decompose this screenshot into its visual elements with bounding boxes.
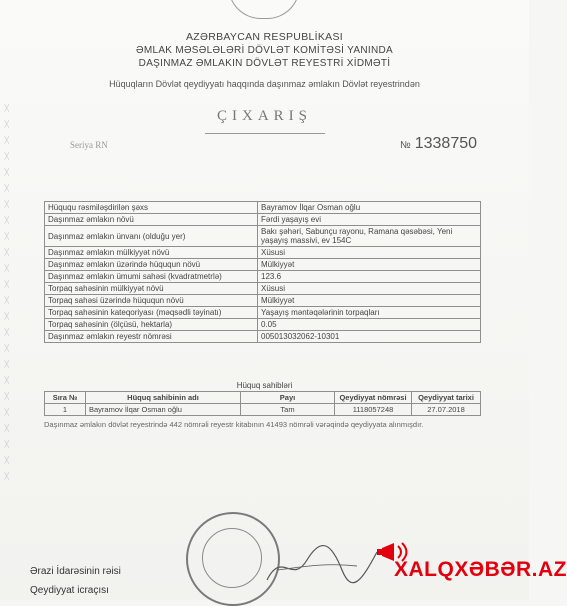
state-emblem-icon [228, 0, 300, 19]
field-value: Bayramov İlqar Osman oğlu [258, 202, 481, 214]
field-value: Mülkiyyət [258, 295, 481, 307]
column-header: Sıra № [45, 392, 86, 404]
field-value: Bakı şəhəri, Sabunçu rayonu, Ramana qəsəbəsi, Yeni yaşayış massivi, ev 154C [258, 226, 481, 247]
owners-table [44, 391, 481, 416]
number-value: 1338750 [414, 135, 478, 152]
field-value: 0.05 [258, 319, 481, 331]
table-row [45, 319, 481, 331]
table-row [45, 283, 481, 295]
field-value: Mülkiyyət [258, 259, 481, 271]
field-label: Daşınmaz əmlakın reyestr nömrəsi [45, 331, 258, 343]
seria-label: Seriya RN [70, 140, 108, 150]
logo-text: XALQXƏBƏR.AZ [394, 558, 567, 581]
column-header: Qeydiyyat tarixi [412, 392, 481, 404]
field-label: Daşınmaz əmlakın növü [45, 214, 258, 226]
column-header: Payı [241, 392, 335, 404]
document-number [400, 135, 477, 153]
table-row [45, 259, 481, 271]
title-ornament [205, 127, 325, 134]
field-label: Daşınmaz əmlakın ümumi sahəsi (kvadratmetrlə) [45, 271, 258, 283]
registration-number: 1118057248 [335, 404, 412, 416]
table-row [45, 295, 481, 307]
field-label: Torpaq sahəsinin kateqoriyası (məqsədli təyinatı) [45, 307, 258, 319]
owners-header-row [45, 392, 481, 404]
field-label: Torpaq sahəsi üzərində hüququn növü [45, 295, 258, 307]
field-value: Xüsusi [258, 247, 481, 259]
field-value: Fərdi yaşayış evi [258, 214, 481, 226]
field-label: Torpaq sahəsinin (ölçüsü, hektarla) [45, 319, 258, 331]
footer-registrar-title: Qeydiyyat icraçısı [30, 585, 109, 596]
table-row [45, 307, 481, 319]
number-prefix: № [400, 140, 411, 151]
registration-note: Daşınmaz əmlakın dövlət reyestrində 442 nömrəli reyestr kitabının 41493 nömrəli vərəqində qeydiyyata alınmışdır. [44, 420, 424, 429]
header-committee: ƏMLAK MƏSƏLƏLƏRİ DÖVLƏT KOMİTƏSİ YANINDA [136, 45, 393, 56]
field-label: Daşınmaz əmlakın mülkiyyət növü [45, 247, 258, 259]
table-row [45, 331, 481, 343]
header-subtitle: Hüquqların Dövlət qeydiyyatı haqqında daşınmaz əmlakın Dövlət reyestrindən [109, 79, 420, 89]
owner-share: Tam [241, 404, 335, 416]
margin-ornament: ᚷ ᚷ ᚷ ᚷ ᚷ ᚷ ᚷ ᚷ ᚷ ᚷ ᚷ ᚷ ᚷ ᚷ ᚷ ᚷ ᚷ ᚷ ᚷ ᚷ ᚷ ᚷ ᚷ ᚷ [4, 103, 10, 481]
table-row [45, 247, 481, 259]
owner-index: 1 [45, 404, 86, 416]
field-label: Torpaq sahəsinin mülkiyyət növü [45, 283, 258, 295]
property-details-table [44, 201, 481, 343]
column-header: Qeydiyyat nömrəsi [335, 392, 412, 404]
seal-emblem-icon [202, 528, 262, 588]
footer-head-title: Ərazi İdarəsinin rəisi [30, 566, 121, 577]
owner-name: Bayramov İlqar Osman oğlu [86, 404, 241, 416]
signature-icon [262, 540, 382, 590]
field-label: Daşınmaz əmlakın üzərində hüququn növü [45, 259, 258, 271]
field-value: 123.6 [258, 271, 481, 283]
field-value: Yaşayış məntəqələrinin torpaqları [258, 307, 481, 319]
site-logo [372, 540, 567, 600]
field-label: Hüququ rəsmiləşdirilən şəxs [45, 202, 258, 214]
registration-date: 27.07.2018 [412, 404, 481, 416]
table-row [45, 202, 481, 214]
header-service: DAŞINMAZ ƏMLAKIN DÖVLƏT REYESTRİ XİDMƏTİ [138, 58, 391, 69]
table-row [45, 214, 481, 226]
field-value: 005013032062-10301 [258, 331, 481, 343]
table-row [45, 404, 481, 416]
owners-title: Hüquq sahibləri [236, 381, 293, 390]
field-label: Daşınmaz əmlakın ünvanı (olduğu yer) [45, 226, 258, 247]
header-country: AZƏRBAYCAN RESPUBLİKASI [186, 31, 343, 43]
field-value: Xüsusi [258, 283, 481, 295]
table-row [45, 226, 481, 247]
column-header: Hüquq sahibinin adı [86, 392, 241, 404]
table-row [45, 271, 481, 283]
document-title: ÇIXARIŞ [216, 108, 312, 124]
